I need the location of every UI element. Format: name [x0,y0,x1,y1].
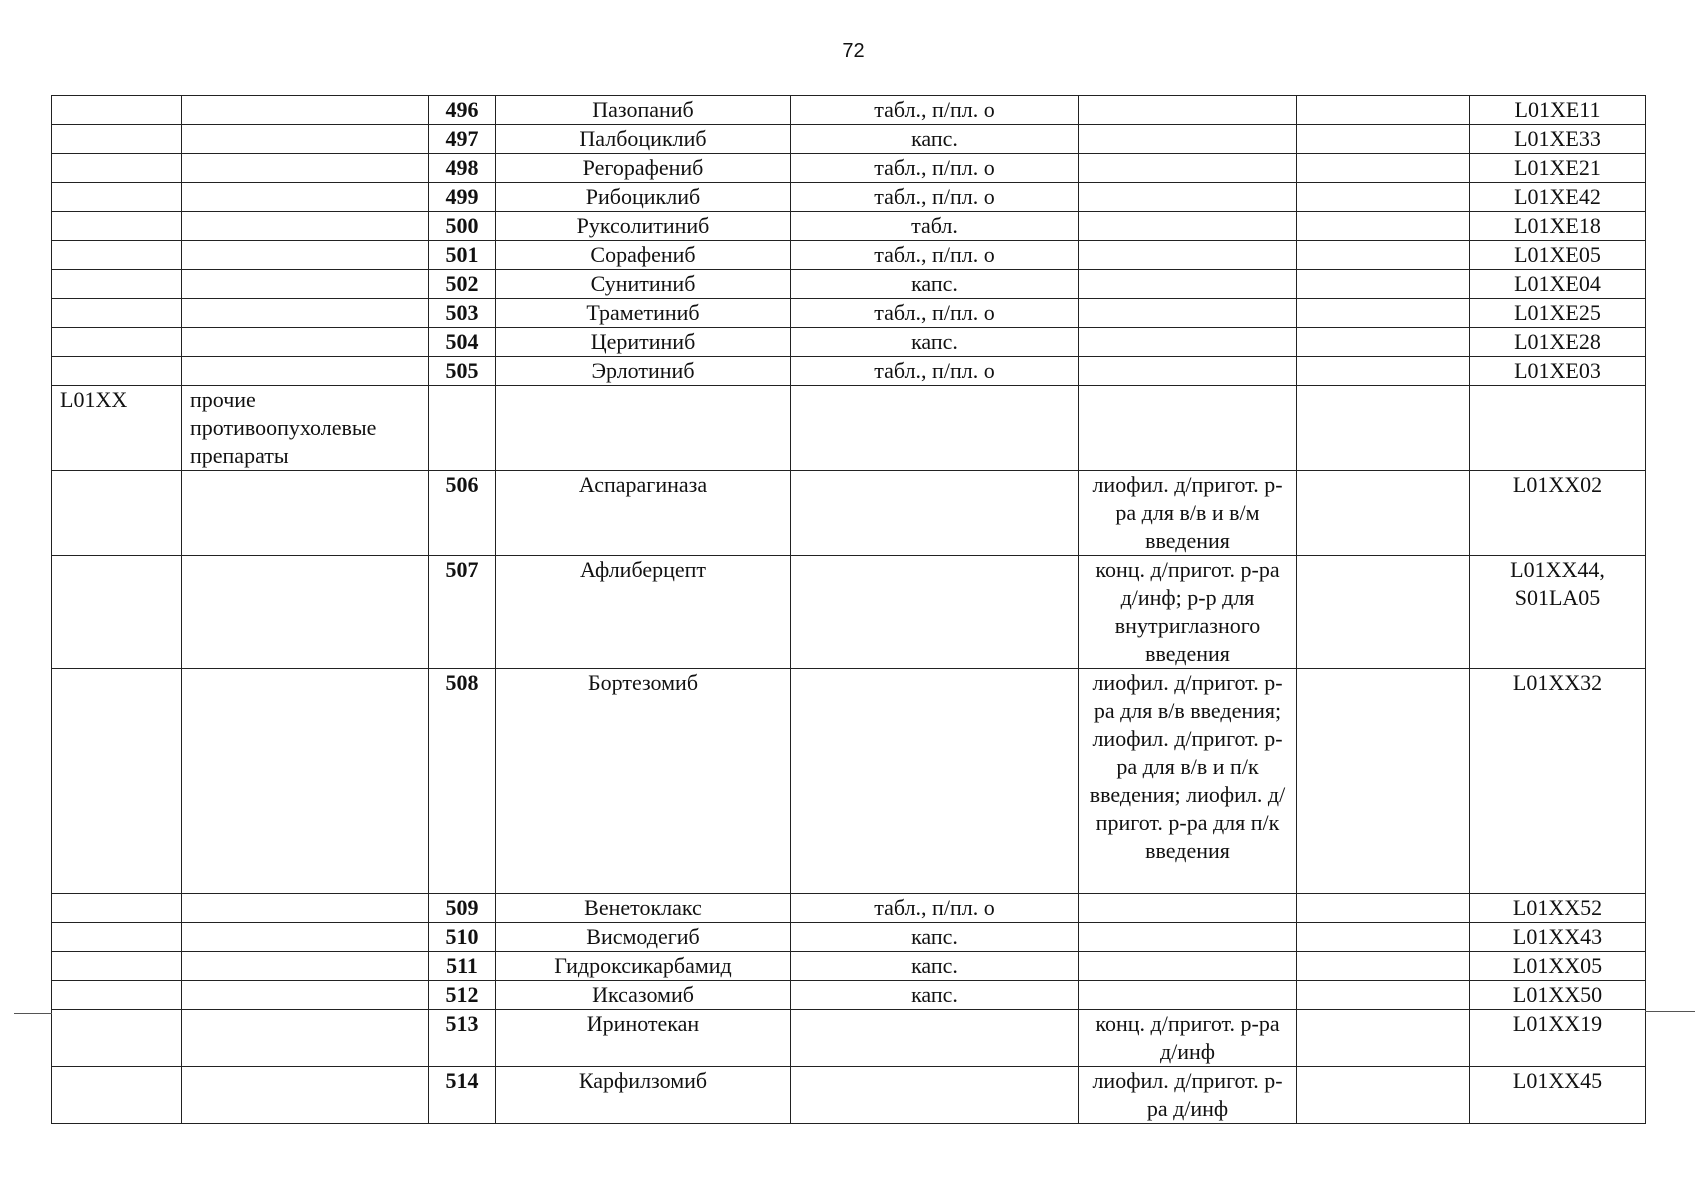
section-code-cell [52,357,182,386]
table-row [52,1010,1646,1067]
injection-form-cell [1079,183,1297,212]
atc-code-cell: L01XX44, S01LA05 [1470,556,1646,669]
drug-name-cell: Карфилзомиб [496,1067,791,1124]
scan-seam-line-right [1645,1011,1695,1012]
table-row [52,386,1646,471]
table-row [52,357,1646,386]
drug-name-cell: Афлиберцепт [496,556,791,669]
other-form-cell [1297,952,1470,981]
table-row [52,1067,1646,1124]
oral-form-cell [791,386,1079,471]
group-name-cell: прочие противоопухолевые препараты [182,386,429,471]
other-form-cell [1297,96,1470,125]
oral-form-cell: табл., п/пл. о [791,96,1079,125]
item-number-cell: 496 [429,96,496,125]
item-number-cell: 497 [429,125,496,154]
table-row [52,556,1646,669]
item-number-cell: 502 [429,270,496,299]
section-code-cell: L01XX [52,386,182,471]
other-form-cell [1297,328,1470,357]
injection-form-cell: конц. д/пригот. р-ра д/инф; р-р для внутриглазного введения [1079,556,1297,669]
injection-form-cell [1079,923,1297,952]
section-code-cell [52,1067,182,1124]
injection-form-cell [1079,328,1297,357]
item-number-cell: 505 [429,357,496,386]
section-code-cell [52,270,182,299]
injection-form-cell [1079,270,1297,299]
group-name-cell [182,556,429,669]
page-number: 72 [842,40,865,62]
atc-code-cell: L01XX43 [1470,923,1646,952]
drug-name-cell: Церитиниб [496,328,791,357]
section-code-cell [52,154,182,183]
section-code-cell [52,952,182,981]
section-code-cell [52,328,182,357]
item-number-cell: 511 [429,952,496,981]
item-number-cell: 500 [429,212,496,241]
other-form-cell [1297,556,1470,669]
group-name-cell [182,981,429,1010]
table-row [52,328,1646,357]
drug-name-cell: Висмодегиб [496,923,791,952]
atc-code-cell: L01XX45 [1470,1067,1646,1124]
table-row [52,125,1646,154]
oral-form-cell: капс. [791,328,1079,357]
section-code-cell [52,894,182,923]
other-form-cell [1297,1067,1470,1124]
group-name-cell [182,894,429,923]
item-number-cell: 504 [429,328,496,357]
table-row [52,212,1646,241]
oral-form-cell: капс. [791,952,1079,981]
group-name-cell [182,96,429,125]
drug-name-cell: Регорафениб [496,154,791,183]
section-code-cell [52,471,182,556]
injection-form-cell [1079,154,1297,183]
table-row [52,952,1646,981]
group-name-cell [182,1010,429,1067]
group-name-cell [182,923,429,952]
group-name-cell [182,125,429,154]
section-code-cell [52,669,182,894]
atc-code-cell: L01XE28 [1470,328,1646,357]
injection-form-cell [1079,981,1297,1010]
other-form-cell [1297,894,1470,923]
group-name-cell [182,952,429,981]
atc-code-cell [1470,386,1646,471]
drug-name-cell: Руксолитиниб [496,212,791,241]
injection-form-cell [1079,952,1297,981]
item-number-cell: 501 [429,241,496,270]
item-number-cell: 503 [429,299,496,328]
item-number-cell [429,386,496,471]
section-code-cell [52,1010,182,1067]
other-form-cell [1297,154,1470,183]
drug-table-body [52,96,1646,1124]
oral-form-cell: капс. [791,923,1079,952]
item-number-cell: 508 [429,669,496,894]
drug-name-cell: Аспарагиназа [496,471,791,556]
other-form-cell [1297,270,1470,299]
atc-code-cell: L01XE33 [1470,125,1646,154]
item-number-cell: 507 [429,556,496,669]
group-name-cell [182,669,429,894]
group-name-cell [182,1067,429,1124]
section-code-cell [52,212,182,241]
other-form-cell [1297,212,1470,241]
section-code-cell [52,241,182,270]
scan-seam-line-left [14,1013,52,1014]
section-code-cell [52,125,182,154]
injection-form-cell [1079,96,1297,125]
injection-form-cell [1079,386,1297,471]
item-number-cell: 513 [429,1010,496,1067]
oral-form-cell: капс. [791,125,1079,154]
atc-code-cell: L01XE05 [1470,241,1646,270]
injection-form-cell [1079,125,1297,154]
drug-name-cell [496,386,791,471]
table-row [52,981,1646,1010]
injection-form-cell [1079,894,1297,923]
other-form-cell [1297,241,1470,270]
other-form-cell [1297,981,1470,1010]
other-form-cell [1297,183,1470,212]
injection-form-cell [1079,241,1297,270]
table-row [52,894,1646,923]
oral-form-cell [791,556,1079,669]
item-number-cell: 509 [429,894,496,923]
oral-form-cell: табл., п/пл. о [791,154,1079,183]
atc-code-cell: L01XE25 [1470,299,1646,328]
oral-form-cell: табл., п/пл. о [791,894,1079,923]
oral-form-cell: капс. [791,270,1079,299]
atc-code-cell: L01XE11 [1470,96,1646,125]
oral-form-cell: табл. [791,212,1079,241]
table-row [52,923,1646,952]
group-name-cell [182,212,429,241]
atc-code-cell: L01XE18 [1470,212,1646,241]
drug-name-cell: Венетоклакс [496,894,791,923]
oral-form-cell: табл., п/пл. о [791,183,1079,212]
oral-form-cell [791,1067,1079,1124]
group-name-cell [182,299,429,328]
table-row [52,299,1646,328]
atc-code-cell: L01XX50 [1470,981,1646,1010]
oral-form-cell [791,669,1079,894]
table-row [52,471,1646,556]
table-row [52,669,1646,894]
oral-form-cell: табл., п/пл. о [791,241,1079,270]
other-form-cell [1297,386,1470,471]
drug-name-cell: Эрлотиниб [496,357,791,386]
other-form-cell [1297,471,1470,556]
table-row [52,241,1646,270]
atc-code-cell: L01XE04 [1470,270,1646,299]
atc-code-cell: L01XX32 [1470,669,1646,894]
atc-code-cell: L01XX19 [1470,1010,1646,1067]
item-number-cell: 514 [429,1067,496,1124]
drug-name-cell: Иксазомиб [496,981,791,1010]
injection-form-cell: лиофил. д/пригот. р-ра для в/в введения; лиофил. д/пригот. р-ра для в/в и п/к введения; лиофил. д/пригот. р-ра для п/к введения [1079,669,1297,894]
other-form-cell [1297,1010,1470,1067]
item-number-cell: 510 [429,923,496,952]
group-name-cell [182,183,429,212]
atc-code-cell: L01XX05 [1470,952,1646,981]
oral-form-cell [791,1010,1079,1067]
other-form-cell [1297,669,1470,894]
item-number-cell: 506 [429,471,496,556]
injection-form-cell [1079,357,1297,386]
drug-name-cell: Гидроксикарбамид [496,952,791,981]
atc-code-cell: L01XX52 [1470,894,1646,923]
other-form-cell [1297,357,1470,386]
section-code-cell [52,981,182,1010]
atc-code-cell: L01XE42 [1470,183,1646,212]
section-code-cell [52,96,182,125]
other-form-cell [1297,125,1470,154]
group-name-cell [182,328,429,357]
injection-form-cell: лиофил. д/пригот. р-ра для в/в и в/м введения [1079,471,1297,556]
oral-form-cell: табл., п/пл. о [791,357,1079,386]
other-form-cell [1297,923,1470,952]
section-code-cell [52,556,182,669]
group-name-cell [182,154,429,183]
drug-name-cell: Иринотекан [496,1010,791,1067]
drug-name-cell: Рибоциклиб [496,183,791,212]
item-number-cell: 498 [429,154,496,183]
drug-name-cell: Сунитиниб [496,270,791,299]
injection-form-cell [1079,212,1297,241]
oral-form-cell [791,471,1079,556]
drug-name-cell: Бортезомиб [496,669,791,894]
section-code-cell [52,923,182,952]
drug-name-cell: Траметиниб [496,299,791,328]
section-code-cell [52,183,182,212]
group-name-cell [182,357,429,386]
atc-code-cell: L01XX02 [1470,471,1646,556]
item-number-cell: 499 [429,183,496,212]
injection-form-cell [1079,299,1297,328]
table-row [52,183,1646,212]
atc-code-cell: L01XE03 [1470,357,1646,386]
injection-form-cell: конц. д/пригот. р-ра д/инф [1079,1010,1297,1067]
group-name-cell [182,241,429,270]
table-row [52,270,1646,299]
section-code-cell [52,299,182,328]
group-name-cell [182,270,429,299]
drug-table [51,95,1646,1124]
oral-form-cell: табл., п/пл. о [791,299,1079,328]
drug-name-cell: Пазопаниб [496,96,791,125]
injection-form-cell: лиофил. д/пригот. р-ра д/инф [1079,1067,1297,1124]
table-row [52,96,1646,125]
other-form-cell [1297,299,1470,328]
group-name-cell [182,471,429,556]
drug-name-cell: Сорафениб [496,241,791,270]
drug-name-cell: Палбоциклиб [496,125,791,154]
item-number-cell: 512 [429,981,496,1010]
atc-code-cell: L01XE21 [1470,154,1646,183]
table-row [52,154,1646,183]
oral-form-cell: капс. [791,981,1079,1010]
